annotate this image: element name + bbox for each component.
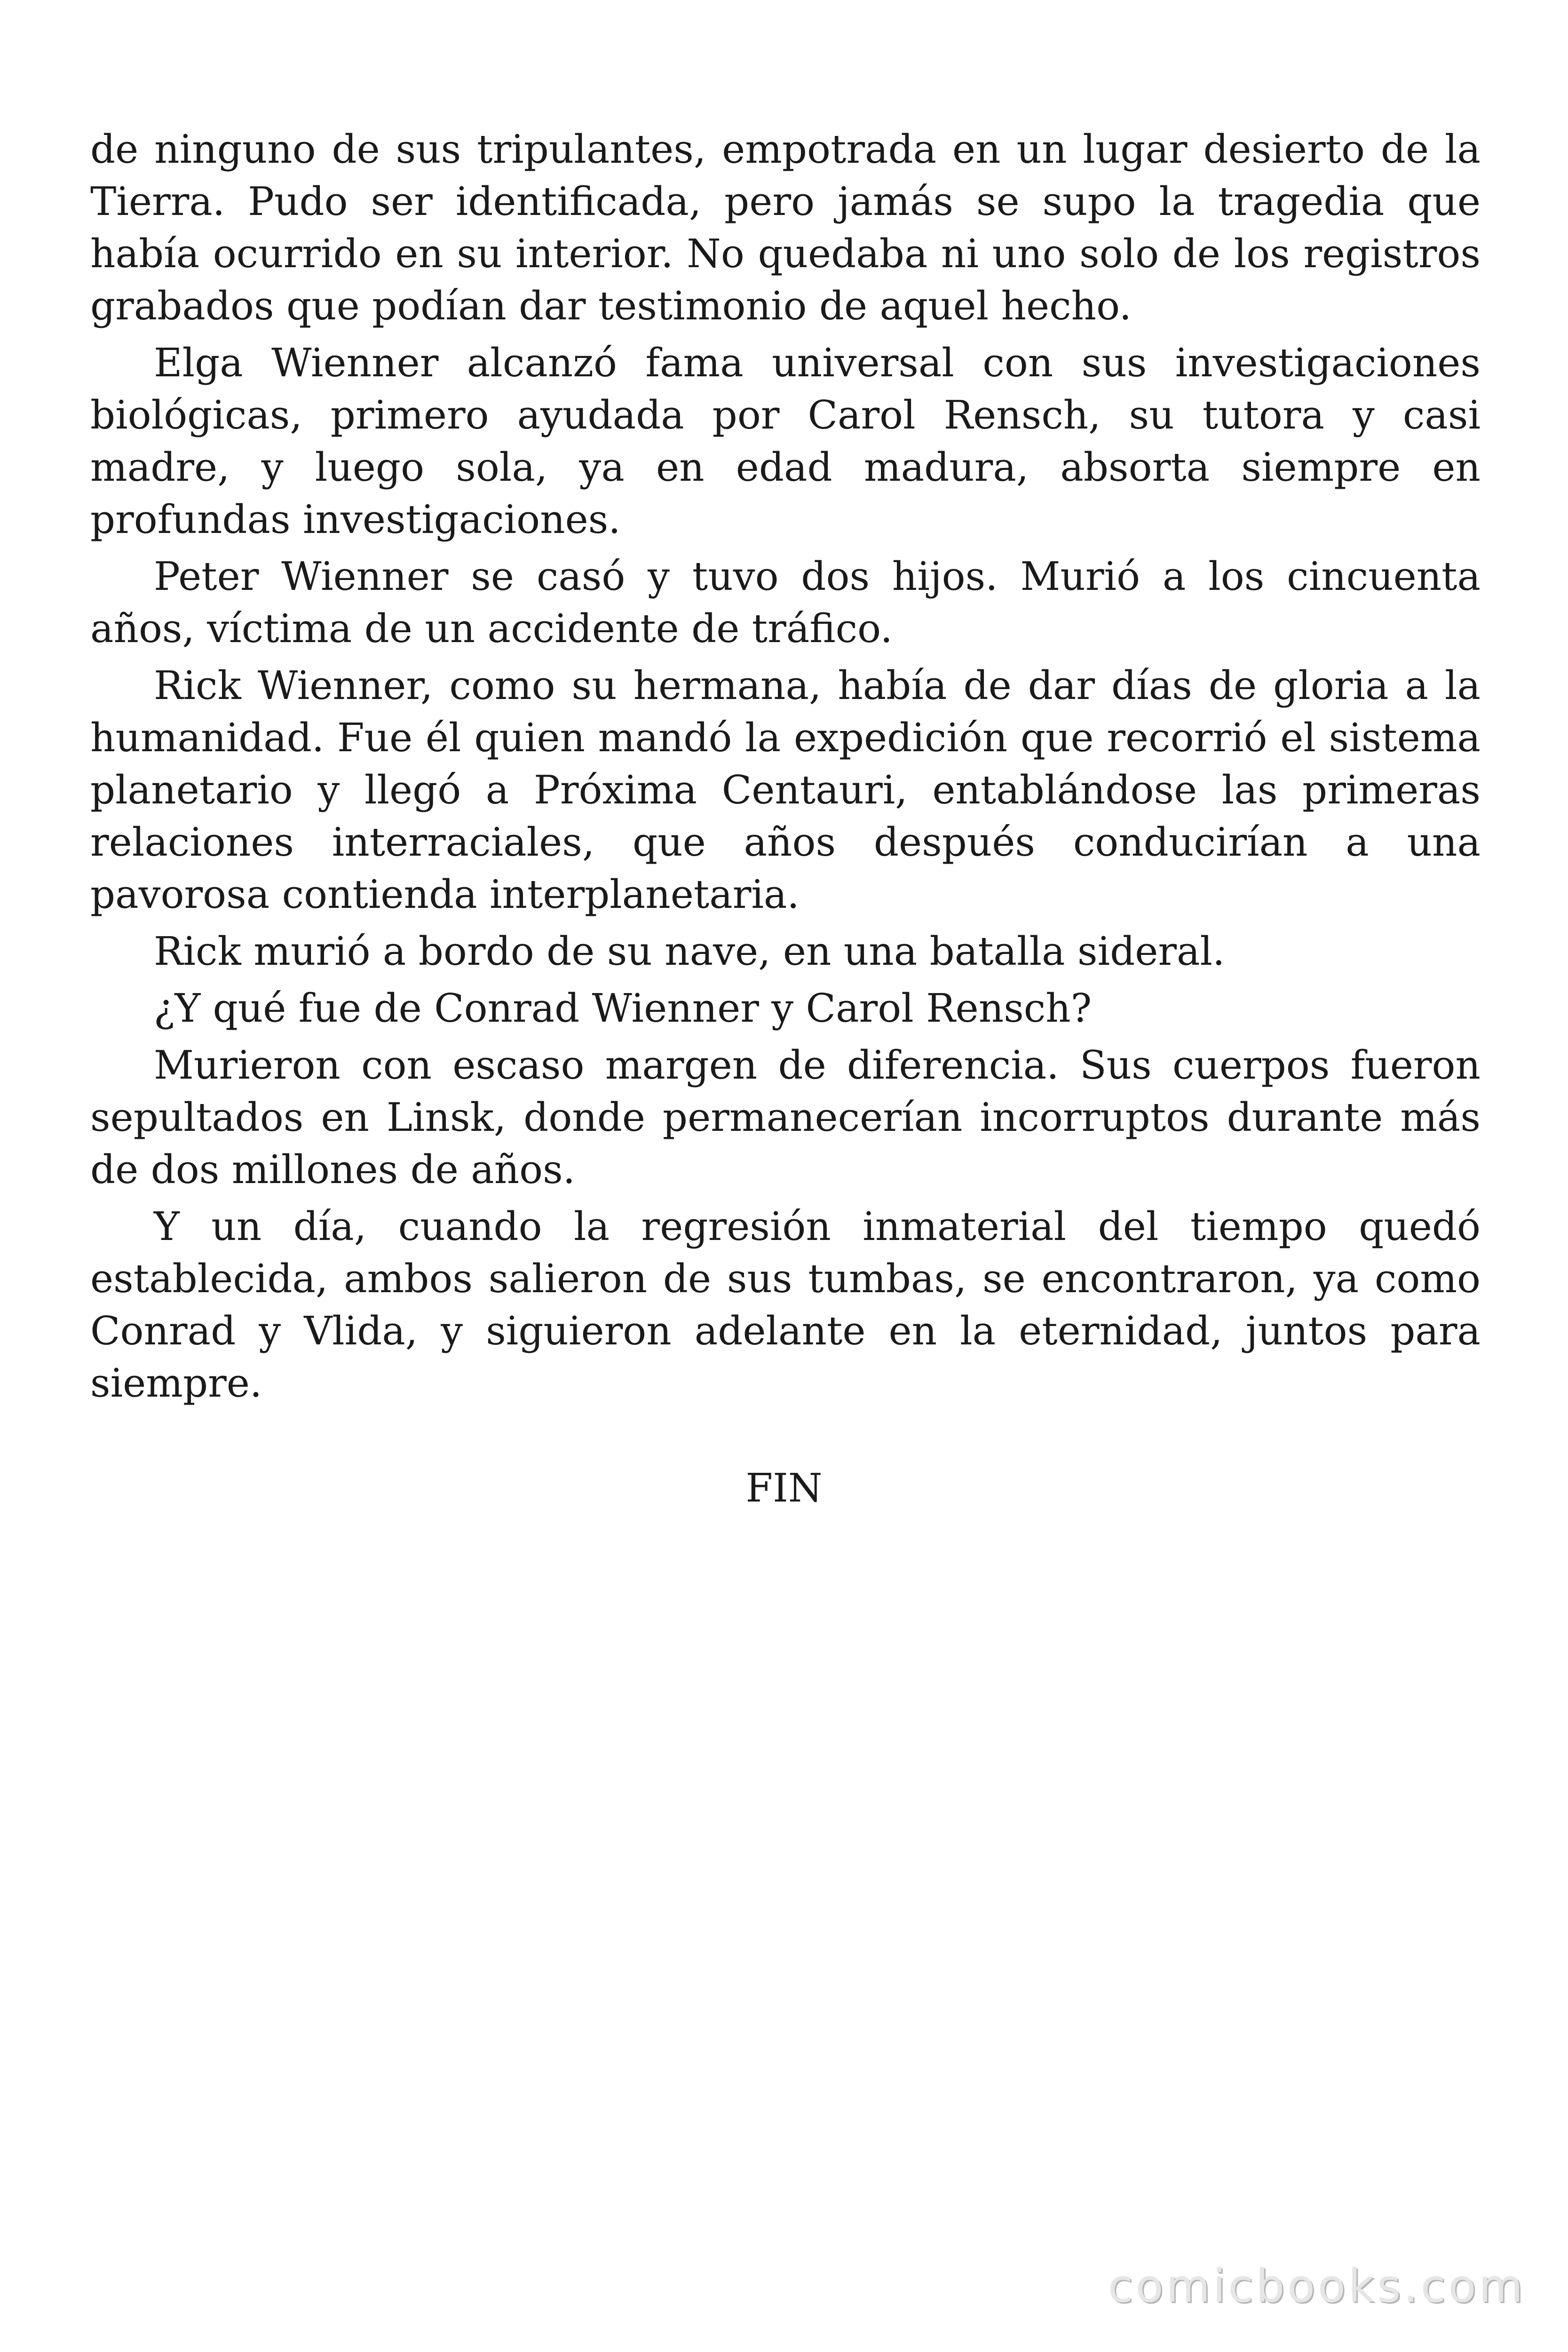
paragraph-3: Peter Wienner se casó y tuvo dos hijos. Murió a los cincuenta años, víctima de un accidente de tráfico.	[90, 554, 1481, 652]
paragraph-7: Murieron con escaso margen de diferencia. Sus cuerpos fueron sepultados en Linsk, donde permanecerían incorruptos durante más de dos millones de años.	[90, 1042, 1481, 1192]
paragraph-5: Rick murió a bordo de su nave, en una batalla sideral.	[154, 929, 1225, 974]
watermark: comicbooks.com	[1108, 2260, 1526, 2312]
body-text	[90, 123, 1481, 1414]
paragraph-2: Elga Wienner alcanzó fama universal con sus investigaciones biológicas, primero ayudada por Carol Rensch, su tutora y casi madre, y luego sola, ya en edad madura, absorta siempre en profundas investigaciones.	[90, 340, 1481, 542]
ending-label: FIN	[745, 1465, 823, 1511]
paragraph-1: de ninguno de sus tripulantes, empotrada en un lugar desierto de la Tierra. Pudo ser identificada, pero jamás se supo la tragedia que había ocurrido en su interior. No quedaba ni uno solo de los registros grabados que podían dar testimonio de aquel hecho.	[90, 127, 1481, 329]
paragraph-4: Rick Wienner, como su hermana, había de dar días de gloria a la humanidad. Fue él quien mandó la expedición que recorrió el sistema planetario y llegó a Próxima Centauri, entablándose las primeras relaciones interraciales, que años después conducirían a una pavorosa contienda interplanetaria.	[90, 663, 1481, 917]
paragraph-8: Y un día, cuando la regresión inmaterial del tiempo quedó establecida, ambos salieron de sus tumbas, se encontraron, ya como Conrad y Vlida, y siguieron adelante en la eternidad, juntos para siempre.	[90, 1204, 1481, 1406]
paragraph-6: ¿Y qué fue de Conrad Wienner y Carol Rensch?	[154, 985, 1092, 1031]
